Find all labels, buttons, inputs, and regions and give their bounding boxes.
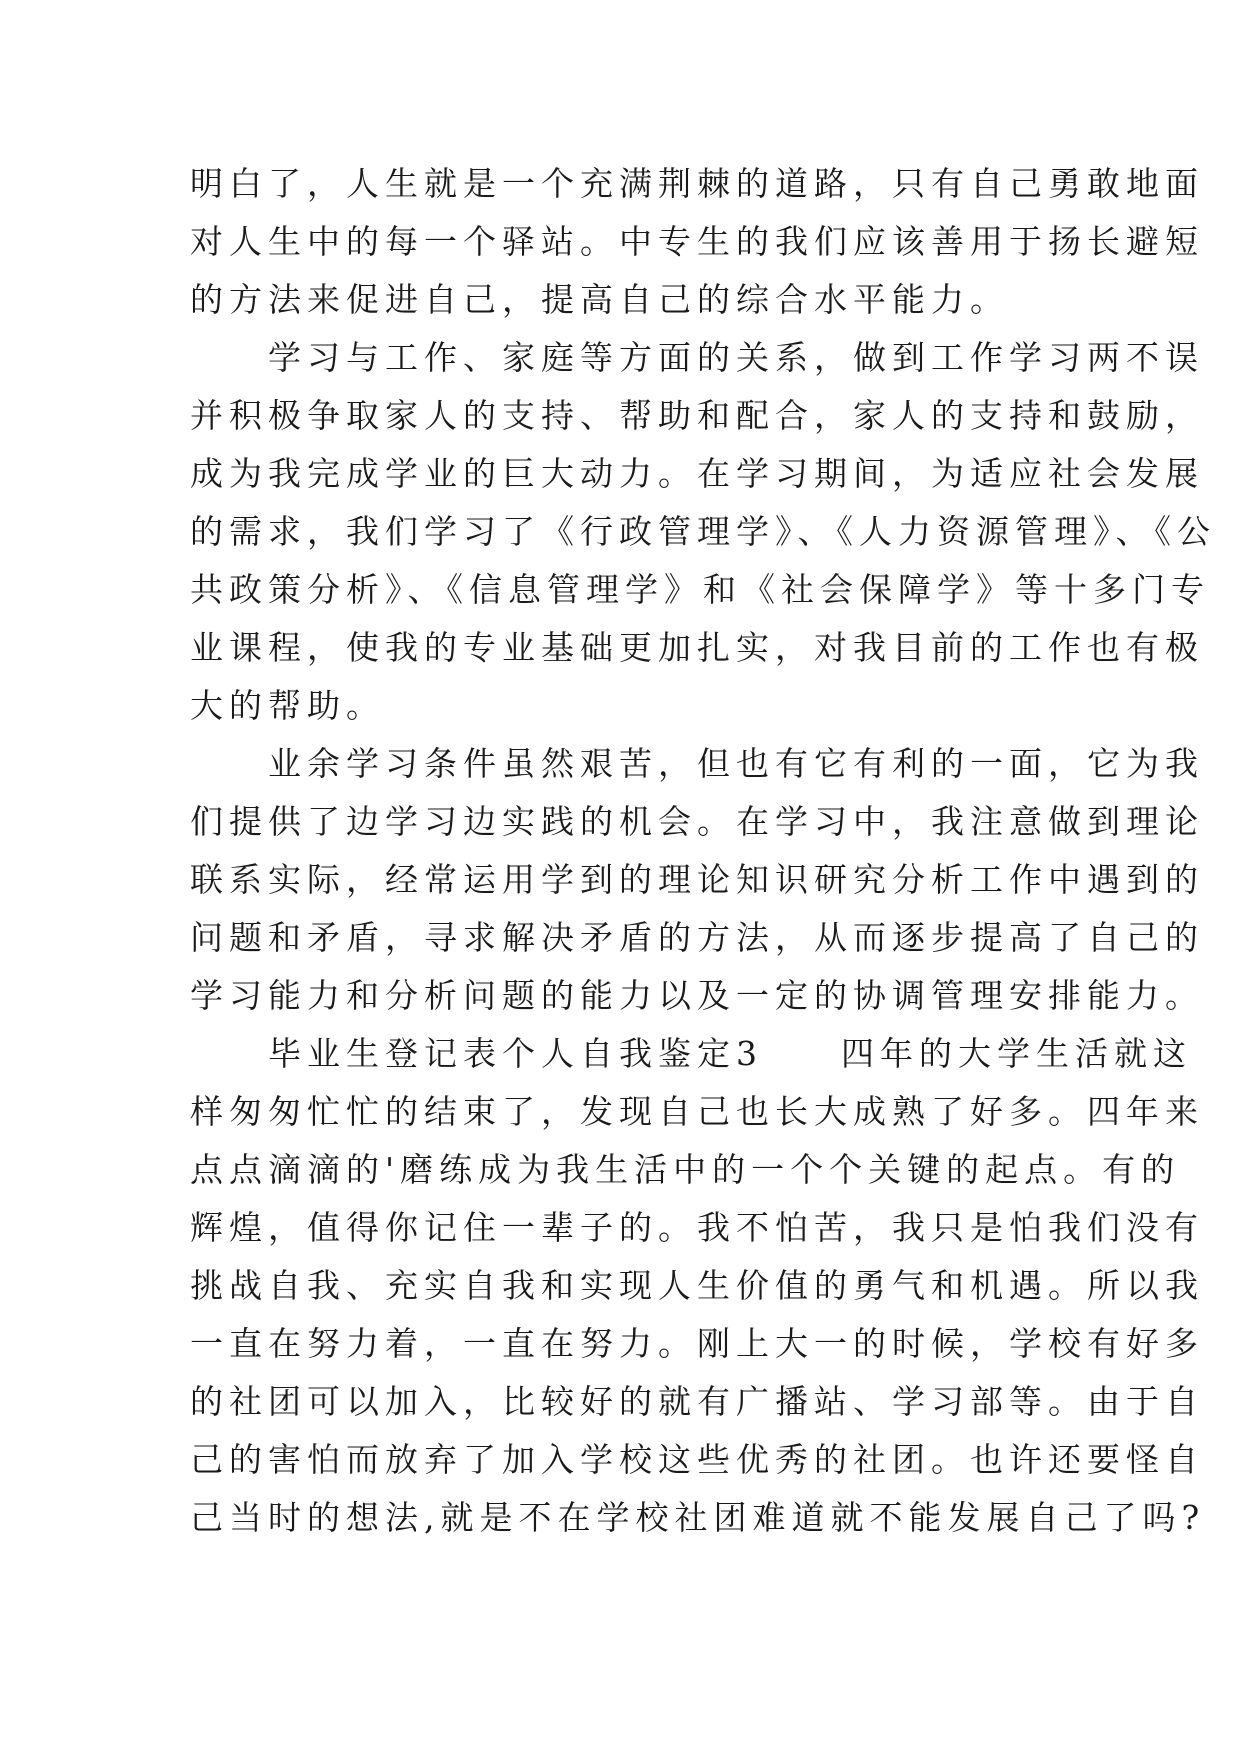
paragraph-1 bbox=[190, 155, 1204, 329]
text-line: 成为我完成学业的巨大动力。在学习期间，为适应社会发展 bbox=[190, 454, 1204, 493]
text-line: 的方法来促进自己，提高自己的综合水平能力。 bbox=[190, 280, 1009, 319]
text-line: 一直在努力着，一直在努力。刚上大一的时候，学校有好多 bbox=[190, 1324, 1204, 1363]
body-text bbox=[190, 155, 1216, 1547]
text-line: 的需求，我们学习了《行政管理学》、《人力资源管理》、《公 bbox=[190, 512, 1216, 551]
text-line: 己的害怕而放弃了加入学校这些优秀的社团。也许还要怪自 bbox=[190, 1440, 1204, 1479]
paragraph-2 bbox=[190, 329, 1216, 735]
text-line: 明白了，人生就是一个充满荆棘的道路，只有自己勇敢地面 bbox=[190, 164, 1204, 203]
text-line: 共政策分析》、《信息管理学》和《社会保障学》等十多门专 bbox=[190, 570, 1210, 609]
text-line: 业课程，使我的专业基础更加扎实，对我目前的工作也有极 bbox=[190, 628, 1204, 667]
text-line: 并积极争取家人的支持、帮助和配合，家人的支持和鼓励， bbox=[190, 396, 1204, 435]
text-line: 点点滴滴的'磨练成为我生活中的一个个关键的起点。有的 bbox=[190, 1150, 1181, 1189]
text-line: 辉煌，值得你记住一辈子的。我不怕苦，我只是怕我们没有 bbox=[190, 1208, 1204, 1247]
text-line: 业余学习条件虽然艰苦，但也有它有利的一面，它为我 bbox=[268, 744, 1204, 783]
paragraph-3 bbox=[190, 735, 1204, 1025]
text-line: 们提供了边学习边实践的机会。在学习中，我注意做到理论 bbox=[190, 802, 1204, 841]
text-line: 联系实际，经常运用学到的理论知识研究分析工作中遇到的 bbox=[190, 860, 1204, 899]
text-line: 的社团可以加入，比较好的就有广播站、学习部等。由于自 bbox=[190, 1382, 1204, 1421]
text-line: 毕业生登记表个人自我鉴定3 四年的大学生活就这 bbox=[268, 1034, 1192, 1073]
text-line: 己当时的想法,就是不在学校社团难道就不能发展自己了吗? bbox=[190, 1498, 1206, 1537]
text-line: 问题和矛盾，寻求解决矛盾的方法，从而逐步提高了自己的 bbox=[190, 918, 1204, 957]
text-line: 挑战自我、充实自我和实现人生价值的勇气和机遇。所以我 bbox=[190, 1266, 1204, 1305]
text-line: 对人生中的每一个驿站。中专生的我们应该善用于扬长避短 bbox=[190, 222, 1204, 261]
text-line: 样匆匆忙忙的结束了，发现自己也长大成熟了好多。四年来 bbox=[190, 1092, 1204, 1131]
text-line: 学习与工作、家庭等方面的关系，做到工作学习两不误 bbox=[268, 338, 1204, 377]
paragraph-4 bbox=[190, 1025, 1206, 1547]
text-line: 大的帮助。 bbox=[190, 686, 385, 725]
text-line: 学习能力和分析问题的能力以及一定的协调管理安排能力。 bbox=[190, 976, 1204, 1015]
